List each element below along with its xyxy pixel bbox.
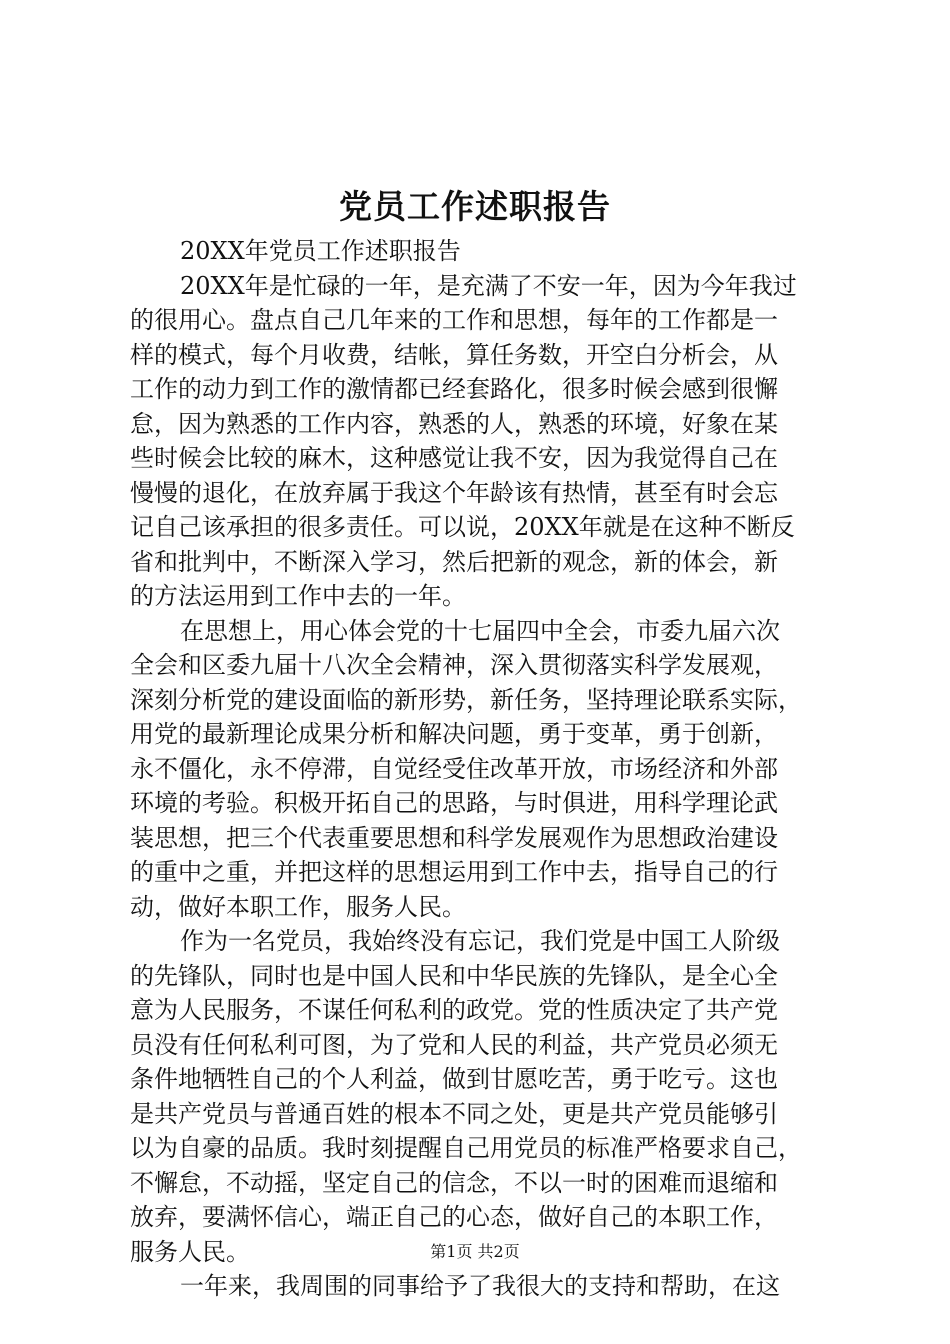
body-line: 不懈怠，不动摇，坚定自己的信念，不以一时的困难而退缩和 bbox=[130, 1168, 778, 1197]
body-line: 用党的最新理论成果分析和解决问题，勇于变革，勇于创新， bbox=[130, 720, 778, 748]
body-line: 员没有任何私利可图，为了党和人民的利益，共产党员必须无 bbox=[130, 1030, 778, 1059]
body-line: 环境的考验。积极开拓自己的思路，与时俱进，用科学理论武 bbox=[130, 789, 778, 817]
body-line: 是共产党员与普通百姓的根本不同之处，更是共产党员能够引 bbox=[130, 1099, 778, 1128]
body-line: 深刻分析党的建设面临的新形势，新任务，坚持理论联系实际， bbox=[130, 685, 802, 714]
document-body bbox=[130, 234, 830, 1304]
body-line: 一年来，我周围的同事给予了我很大的支持和帮助，在这 bbox=[180, 1272, 780, 1300]
body-line: 工作的动力到工作的激情都已经套路化，很多时候会感到很懈 bbox=[130, 375, 778, 403]
page-footer: 第1页 共2页 bbox=[430, 1242, 520, 1261]
body-line: 作为一名党员，我始终没有忘记，我们党是中国工人阶级 bbox=[180, 927, 780, 955]
body-line: 意为人民服务，不谋任何私利的政党。党的性质决定了共产党 bbox=[130, 996, 778, 1024]
body-line: 动，做好本职工作，服务人民。 bbox=[130, 892, 466, 921]
body-line: 的先锋队，同时也是中国人民和中华民族的先锋队，是全心全 bbox=[130, 961, 778, 990]
body-line: 怠，因为熟悉的工作内容，熟悉的人，熟悉的环境，好象在某 bbox=[130, 409, 778, 438]
body-line: 服务人民。 bbox=[130, 1237, 250, 1266]
body-line: 记自己该承担的很多责任。可以说，20XX年就是在这种不断反 bbox=[130, 513, 795, 541]
body-line: 全会和区委九届十八次全会精神，深入贯彻落实科学发展观， bbox=[130, 651, 778, 679]
body-line: 的重中之重，并把这样的思想运用到工作中去，指导自己的行 bbox=[130, 858, 778, 886]
body-line: 慢慢的退化，在放弃属于我这个年龄该有热情，甚至有时会忘 bbox=[130, 478, 778, 507]
body-line: 些时候会比较的麻木，这种感觉让我不安，因为我觉得自己在 bbox=[130, 444, 778, 472]
body-line: 装思想，把三个代表重要思想和科学发展观作为思想政治建设 bbox=[130, 823, 778, 852]
body-line: 在思想上，用心体会党的十七届四中全会，市委九届六次 bbox=[180, 616, 780, 645]
document-title: 党员工作述职报告 bbox=[339, 187, 611, 226]
body-line: 20XX年党员工作述职报告 bbox=[180, 237, 461, 265]
body-line: 的方法运用到工作中去的一年。 bbox=[130, 582, 466, 610]
body-line: 的很用心。盘点自己几年来的工作和思想，每年的工作都是一 bbox=[130, 306, 778, 334]
body-line: 放弃，要满怀信心，端正自己的心态，做好自己的本职工作， bbox=[130, 1203, 778, 1231]
body-line: 样的模式，每个月收费，结帐，算任务数，开空白分析会，从 bbox=[130, 340, 778, 369]
body-line: 省和批判中，不断深入学习，然后把新的观念，新的体会，新 bbox=[130, 547, 778, 576]
body-line: 条件地牺牲自己的个人利益，做到甘愿吃苦，勇于吃亏。这也 bbox=[130, 1065, 778, 1093]
body-line: 永不僵化，永不停滞，自觉经受住改革开放，市场经济和外部 bbox=[130, 754, 778, 783]
body-line: 20XX年是忙碌的一年，是充满了不安一年，因为今年我过 bbox=[180, 271, 797, 300]
body-line: 以为自豪的品质。我时刻提醒自己用党员的标准严格要求自己， bbox=[130, 1134, 802, 1162]
